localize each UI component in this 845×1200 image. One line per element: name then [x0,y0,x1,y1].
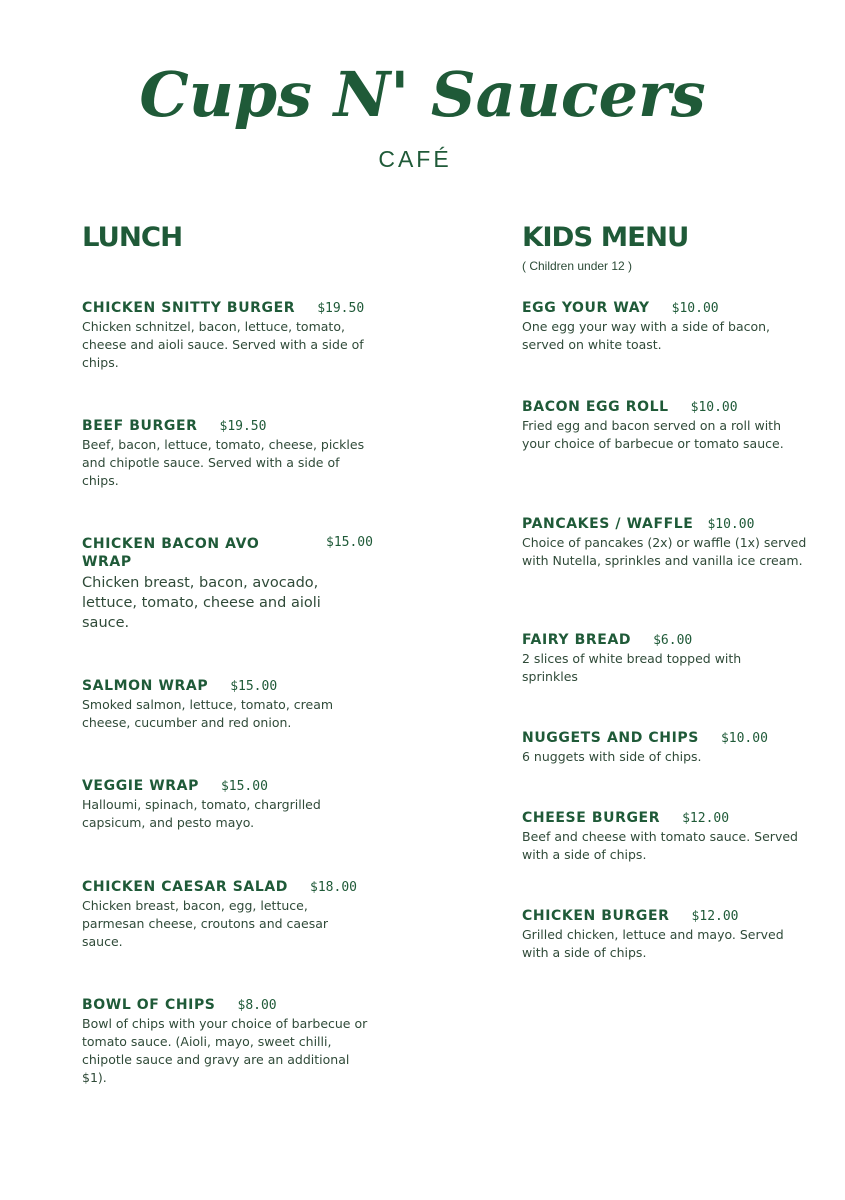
cafe-logo: Cups N' Saucers [139,58,706,131]
item-price: $12.00 [682,811,730,826]
item-description: Grilled chicken, lettuce and mayo. Served with a side of chips. [522,927,784,960]
item-name: EGG YOUR WAY [522,300,650,316]
item-name: CHICKEN BURGER [522,908,670,924]
menu-item [522,810,832,864]
item-description: Halloumi, spinach, tomato, chargrilled capsicum, and pesto mayo. [82,797,321,830]
menu-item [522,632,832,686]
item-name: CHICKEN CAESAR SALAD [82,879,289,895]
menu-item [82,997,442,1087]
item-description: One egg your way with a side of bacon, served on white toast. [522,319,771,352]
item-name: FAIRY BREAD [522,632,632,648]
menu-item [82,778,442,832]
item-description: Chicken breast, bacon, avocado, lettuce, tomato, cheese and aioli sauce. [82,575,321,631]
item-price: $19.50 [219,419,267,434]
item-description: Smoked salmon, lettuce, tomato, cream cheese, cucumber and red onion. [82,697,334,730]
item-name: BEEF BURGER [82,418,198,434]
menu-item [522,730,832,766]
item-name: CHICKEN BACON AVO WRAP [82,536,260,570]
menu-item [82,418,442,490]
menu-item [522,399,832,453]
menu-item [522,300,832,354]
menu-item [522,516,832,570]
item-description: Chicken breast, bacon, egg, lettuce, parmesan cheese, croutons and caesar sauce. [82,898,329,949]
item-description: Chicken schnitzel, bacon, lettuce, tomato, cheese and aioli sauce. Served with a side of chips. [82,319,364,370]
kids-menu-note: ( Children under 12 ) [522,259,633,273]
item-price: $19.50 [317,301,365,316]
menu-item [82,535,442,633]
item-price: $10.00 [690,400,738,415]
lunch-title: LUNCH [82,222,183,253]
item-description: Beef and cheese with tomato sauce. Served with a side of chips. [522,829,798,862]
menu-item [82,300,442,372]
menu-item [82,879,442,951]
item-price: $6.00 [653,633,693,648]
item-price: $10.00 [707,517,755,532]
kids-menu-title: KIDS MENU [522,222,689,253]
item-price: $8.00 [237,998,277,1013]
item-price: $15.00 [326,535,373,550]
item-name: VEGGIE WRAP [82,778,199,794]
item-name: BACON EGG ROLL [522,399,669,415]
kids-menu-section [522,222,832,960]
item-name: CHEESE BURGER [522,810,661,826]
item-description: Bowl of chips with your choice of barbecue or tomato sauce. (Aioli, mayo, sweet chilli, chipotle sauce and gravy are an additional $1). [82,1016,368,1085]
item-price: $15.00 [230,679,278,694]
item-description: 6 nuggets with side of chips. [522,749,702,764]
item-name: PANCAKES / WAFFLE [522,516,694,532]
item-name: NUGGETS AND CHIPS [522,730,699,746]
menu-item [522,908,832,962]
item-price: $18.00 [310,880,357,895]
item-name: BOWL OF CHIPS [82,997,216,1013]
lunch-section [82,222,442,1085]
item-description: Beef, bacon, lettuce, tomato, cheese, pickles and chipotle sauce. Served with a side of chips. [82,437,365,488]
item-description: Choice of pancakes (2x) or waffle (1x) served with Nutella, sprinkles and vanilla ice cream. [522,535,807,568]
item-price: $10.00 [671,301,719,316]
item-description: 2 slices of white bread topped with sprinkles [522,651,742,684]
item-name: CHICKEN SNITTY BURGER [82,300,296,316]
item-price: $10.00 [720,731,768,746]
menu-item [82,678,442,732]
item-price: $15.00 [220,779,268,794]
item-description: Fried egg and bacon served on a roll with your choice of barbecue or tomato sauce. [522,418,784,451]
item-price: $12.00 [691,909,739,924]
item-name: SALMON WRAP [82,678,209,694]
cafe-subtitle: CAFÉ [378,146,452,172]
